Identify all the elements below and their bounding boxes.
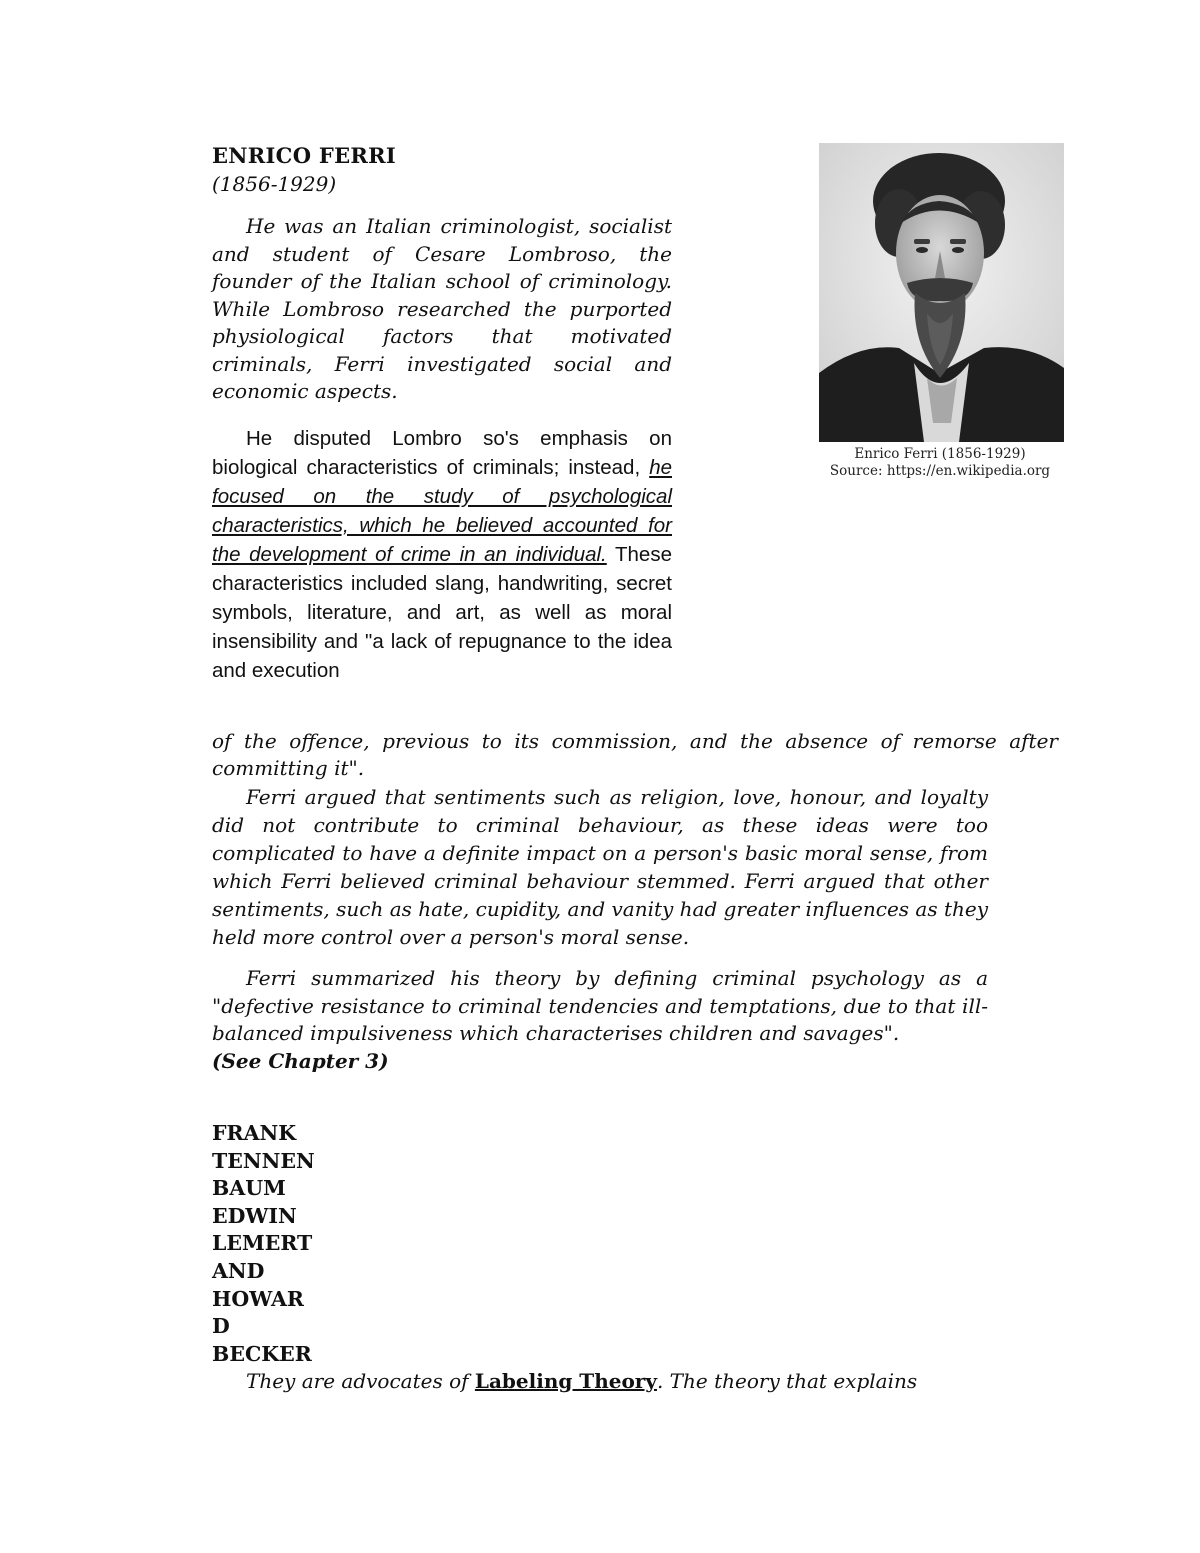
disputed-text bbox=[212, 424, 672, 685]
heading-line: LEMERT bbox=[212, 1231, 313, 1256]
caption-title: Enrico Ferri (1856-1929) bbox=[854, 446, 1026, 462]
disputed-end: These characteristics included slang, handwriting, secret symbols, literature, and art, as well as moral insensibility and "a lack of repugnance to the idea and execution bbox=[212, 543, 672, 682]
summary-text bbox=[212, 965, 988, 1075]
heading-line: D bbox=[212, 1314, 230, 1339]
heading-line: EDWIN bbox=[212, 1203, 297, 1228]
labeling-text bbox=[212, 1367, 992, 1395]
labeling-theory-term: Labeling Theory bbox=[474, 1369, 657, 1393]
heading-line: BAUM bbox=[212, 1176, 286, 1201]
labeling-suffix: . The theory that explains bbox=[656, 1369, 918, 1393]
sentiments-text: Ferri argued that sentiments such as religion, love, honour, and loyalty did not contribute to criminal behaviour, as these ideas were too complicated to have a definite impact on a person's basic moral sense, from which Ferri believed criminal behaviour stemmed. Ferri argued that other sentiments, such as hate, cupidity, and vanity had greater influences as they held more control over a person's moral sense. bbox=[212, 785, 989, 949]
summary-paragraph bbox=[212, 965, 988, 1075]
heading-line: TENNEN bbox=[212, 1148, 315, 1173]
summary-body: Ferri summarized his theory by defining criminal psychology as a "defective resistance to criminal tendencies and temptations, due to that ill-balanced impulsiveness which characterises children and savages". bbox=[212, 966, 988, 1045]
heading-line: BECKER bbox=[212, 1341, 312, 1366]
sentiments-paragraph bbox=[212, 783, 988, 951]
caption-source: Source: https://en.wikipedia.org bbox=[829, 463, 1051, 479]
heading-line: HOWAR bbox=[212, 1286, 304, 1311]
portrait-photo bbox=[819, 143, 1064, 442]
disputed-paragraph bbox=[212, 424, 672, 685]
disputed-start: He disputed Lombro so's emphasis on biological characteristics of criminals; instead, bbox=[212, 427, 672, 479]
intro-text: He was an Italian criminologist, socialist and student of Cesare Lombroso, the founder of the Italian school of criminology. While Lombroso researched the purported physiological factors that motivated criminals, Ferri investigated social and economic aspects. bbox=[212, 214, 672, 403]
photo-caption bbox=[780, 446, 1100, 480]
continuation-paragraph: of the offence, previous to its commission, and the absence of remorse after committing it". bbox=[212, 729, 1058, 780]
labeling-prefix: They are advocates of bbox=[246, 1369, 475, 1393]
heading-line: FRANK bbox=[212, 1121, 297, 1145]
intro-paragraph bbox=[212, 213, 672, 406]
section-title: ENRICO FERRI bbox=[212, 143, 397, 168]
see-chapter-reference: (See Chapter 3) bbox=[212, 1048, 389, 1073]
heading-line: AND bbox=[212, 1258, 265, 1283]
labeling-paragraph bbox=[212, 1367, 992, 1395]
labeling-theorists-heading bbox=[212, 1120, 315, 1368]
lifespan-years: (1856-1929) bbox=[212, 172, 337, 196]
disputed-underlined: he focused on the study of psychological characteristics, which he believed accounted for the development of crime in an individual. bbox=[212, 456, 672, 566]
